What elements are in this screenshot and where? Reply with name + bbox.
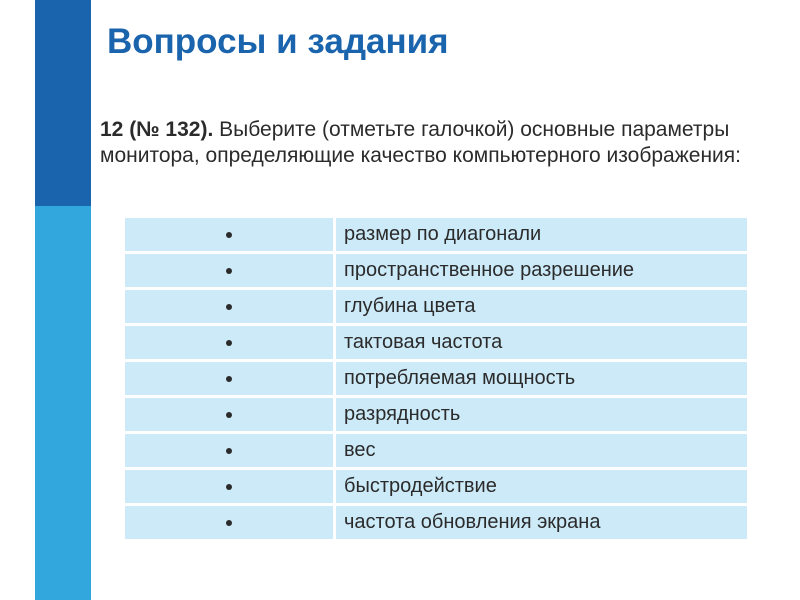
table-row <box>124 469 749 505</box>
option-label: потребляемая мощность <box>335 361 749 397</box>
checkbox-cell[interactable] <box>124 397 335 433</box>
table-row <box>124 253 749 289</box>
table-row <box>124 325 749 361</box>
option-label: разрядность <box>335 397 749 433</box>
bullet-icon <box>226 520 232 526</box>
bullet-icon <box>226 268 232 274</box>
task-prompt <box>100 117 760 169</box>
checkbox-cell[interactable] <box>124 505 335 541</box>
checkbox-cell[interactable] <box>124 289 335 325</box>
checkbox-cell[interactable] <box>124 433 335 469</box>
table-row <box>124 217 749 253</box>
bullet-icon <box>226 412 232 418</box>
checkbox-cell[interactable] <box>124 253 335 289</box>
table-row <box>124 361 749 397</box>
checkbox-cell[interactable] <box>124 361 335 397</box>
checkbox-cell[interactable] <box>124 325 335 361</box>
bullet-icon <box>226 376 232 382</box>
slide-title: Вопросы и задания <box>107 22 449 61</box>
bullet-icon <box>226 340 232 346</box>
checkbox-cell[interactable] <box>124 217 335 253</box>
option-label: тактовая частота <box>335 325 749 361</box>
bullet-icon <box>226 304 232 310</box>
accent-bar-dark <box>35 0 91 206</box>
checkbox-cell[interactable] <box>124 469 335 505</box>
option-label: глубина цвета <box>335 289 749 325</box>
table-row <box>124 397 749 433</box>
table-row <box>124 505 749 541</box>
bullet-icon <box>226 484 232 490</box>
accent-bar-light <box>35 206 91 600</box>
option-label: вес <box>335 433 749 469</box>
task-text: Выберите (отметьте галочкой) основные параметры монитора, определяющие качество компьютерного изображения: <box>100 118 741 167</box>
table-row <box>124 433 749 469</box>
option-label: быстродействие <box>335 469 749 505</box>
option-label: пространственное разрешение <box>335 253 749 289</box>
task-number: 12 (№ 132). <box>100 118 214 141</box>
option-label: частота обновления экрана <box>335 505 749 541</box>
bullet-icon <box>226 232 232 238</box>
options-table <box>122 215 750 542</box>
table-row <box>124 289 749 325</box>
option-label: размер по диагонали <box>335 217 749 253</box>
bullet-icon <box>226 448 232 454</box>
